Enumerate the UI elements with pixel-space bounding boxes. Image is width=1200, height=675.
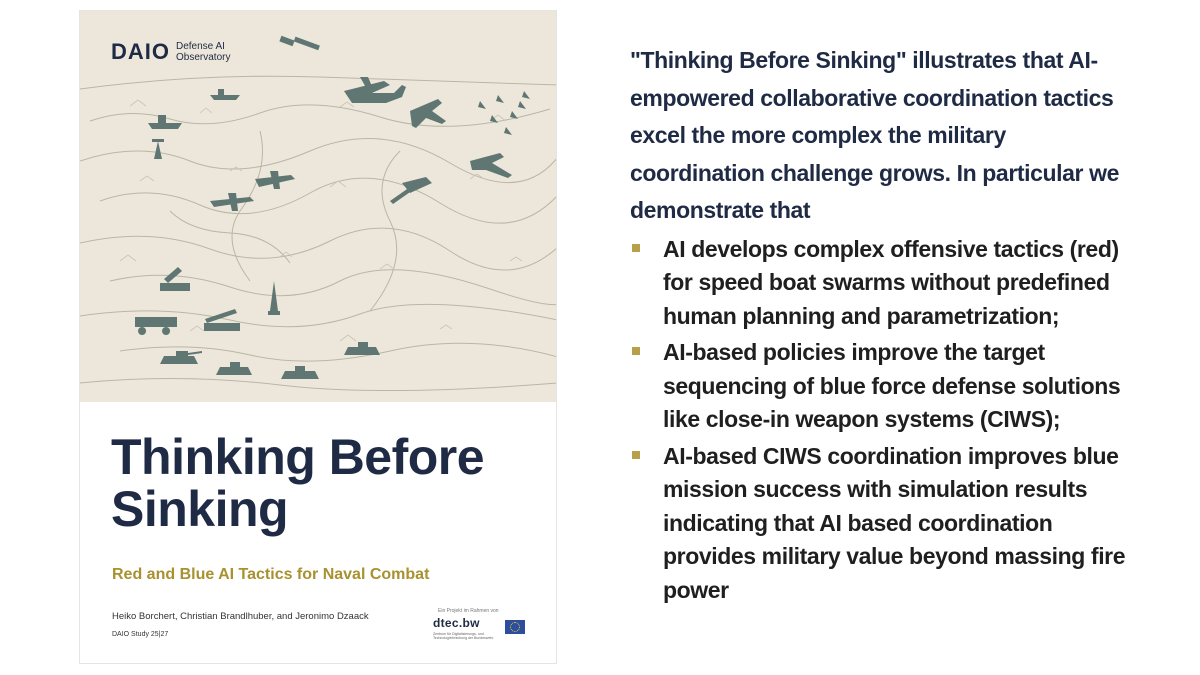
finding-line: mission success with simulation results (663, 476, 1088, 502)
finding-line: power (663, 576, 729, 603)
summary-panel (630, 42, 1175, 610)
finding-text (663, 440, 1175, 608)
partner-logos (433, 608, 543, 644)
intro-line: demonstrate that (630, 197, 811, 223)
finding-line: provides military value beyond massing fire (663, 543, 1126, 569)
finding-line: AI-based CIWS coordination improves blue (663, 442, 1119, 469)
dtec-logo-subtext: Zentrum für Digitalisierungs- und Technologieforschung der Bundeswehr (433, 632, 494, 640)
finding-line: AI-based policies improve the target (663, 339, 1045, 365)
logo-line-1: Defense AI (176, 41, 225, 52)
intro-line: excel the more complex the military (630, 122, 1006, 148)
eu-flag-icon (505, 620, 525, 634)
finding-line: like close-in weapon systems (CIWS); (663, 406, 1061, 432)
finding-line: indicating that AI based coordination (663, 509, 1053, 536)
finding-line: AI develops complex offensive tactics (red) (663, 235, 1119, 262)
intro-line: coordination challenge grows. In particular we (630, 159, 1119, 186)
square-bullet-icon (632, 451, 640, 459)
findings-list (630, 233, 1175, 608)
daio-logo (111, 41, 230, 63)
cover-title-line-1: Thinking Before (111, 429, 485, 485)
finding-text (663, 336, 1175, 437)
cover-title-line-2: Sinking (111, 481, 289, 537)
finding-item (630, 440, 1175, 608)
cover-authors: Heiko Borchert, Christian Brandlhuber, and Jeronimo Dzaack (112, 611, 369, 622)
finding-line: for speed boat swarms without predefined (663, 269, 1110, 295)
report-cover (79, 10, 557, 664)
cover-study-number: DAIO Study 25|27 (112, 631, 169, 638)
logo-wordmark (176, 41, 230, 63)
finding-text (663, 233, 1175, 334)
dtec-logo: dtec.bw (433, 616, 480, 630)
partner-caption: Ein Projekt im Rahmen von (438, 608, 499, 614)
cover-illustration (80, 11, 557, 402)
intro-line: "Thinking Before Sinking" illustrates that AI- (630, 47, 1098, 73)
terrain-illustration (80, 11, 557, 402)
finding-item (630, 336, 1175, 437)
intro-line: empowered collaborative coordination tactics (630, 84, 1114, 111)
square-bullet-icon (632, 347, 640, 355)
finding-line: human planning and parametrization; (663, 302, 1060, 329)
square-bullet-icon (632, 244, 640, 252)
finding-line: sequencing of blue force defense solutions (663, 372, 1121, 399)
cover-title (111, 431, 541, 535)
logo-mark: DAIO (111, 39, 170, 64)
logo-line-2: Observatory (176, 52, 231, 63)
cover-subtitle: Red and Blue AI Tactics for Naval Combat (112, 566, 430, 583)
finding-item (630, 233, 1175, 334)
intro-paragraph (630, 42, 1175, 230)
